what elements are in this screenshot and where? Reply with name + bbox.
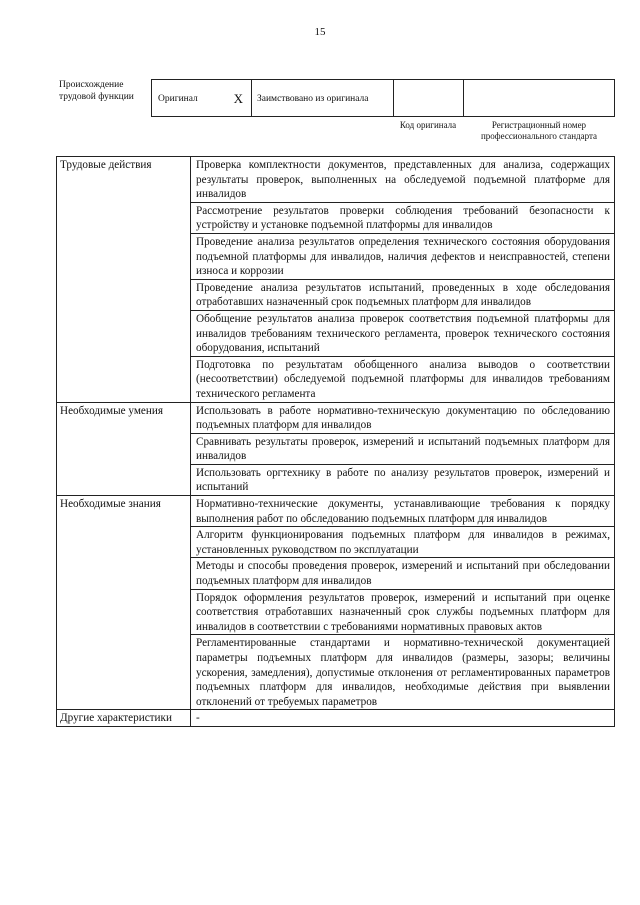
section-item: Проведение анализа результатов испытаний, проведенных в ходе обследования отработавших назначенный срок подъемных платформ для инвалидов: [191, 279, 615, 310]
section-item: Обобщение результатов анализа проверок соответствия подъемной платформы для инвалидов требованиям технического регламента, проверок технического состояния оборудования, испытаний: [191, 310, 615, 356]
section-item: Рассмотрение результатов проверки соблюдения требований безопасности к устройству и установке подъемной платформы для инвалидов: [191, 202, 615, 233]
section-item: Алгоритм функционирования подъемных платформ для инвалидов в режимах, установленных руководством по эксплуатации: [191, 527, 615, 558]
table-row: [57, 157, 615, 203]
characteristics-table: [56, 156, 615, 727]
borrowed-cell: [251, 79, 393, 117]
section-label: Необходимые умения: [57, 402, 191, 496]
code-caption: Код оригинала: [399, 120, 457, 130]
origin-table: [55, 79, 615, 141]
original-cell: [151, 79, 251, 117]
section-label: Необходимые знания: [57, 496, 191, 710]
section-item: -: [191, 710, 615, 727]
origin-label: Происхождение трудовой функции: [59, 80, 134, 102]
section-item: Регламентированные стандартами и нормативно-технической документацией параметры подъемных платформ для инвалидов (размеры, зазоры; величины ускорения, замедления), допустимые отклонения от регламентированных параметров подъемных платформ для инвалидов, необходимые действия при выявлении отклонений от требуемых параметров: [191, 635, 615, 710]
section-item: Сравнивать результаты проверок, измерений и испытаний подъемных платформ для инвалидов: [191, 433, 615, 464]
section-label: Трудовые действия: [57, 157, 191, 403]
section-item: Подготовка по результатам обобщенного анализа выводов о соответствии (несоответствии) обследуемой подъемной платформы для инвалидов требованиям технического регламента: [191, 356, 615, 402]
reg-number-caption: Регистрационный номер профессионального стандарта: [480, 120, 598, 141]
borrowed-label: Заимствовано из оригинала: [257, 94, 369, 104]
table-row: [57, 710, 615, 727]
section-item: Проверка комплектности документов, представленных для анализа, содержащих результаты проверок, выполненных на обследуемой подъемной платформе для инвалидов: [191, 157, 615, 203]
reg-number-cell: [463, 79, 615, 117]
section-item: Нормативно-технические документы, устанавливающие требования к порядку выполнения работ по обследованию подъемных платформ для инвалидов: [191, 496, 615, 527]
section-item: Использовать оргтехнику в работе по анализу результатов проверок, измерений и испытаний: [191, 464, 615, 495]
section-item: Использовать в работе нормативно-техническую документацию по обследованию подъемных платформ для инвалидов: [191, 402, 615, 433]
section-item: Порядок оформления результатов проверок, измерений и испытаний при оценке соответствия отработавших назначенный срок службы подъемных платформ для инвалидов в соответствии с требованиями нормативных правовых актов: [191, 589, 615, 635]
original-mark: X: [233, 91, 243, 106]
table-row: [57, 496, 615, 527]
table-row: [57, 402, 615, 433]
original-label: Оригинал: [158, 94, 198, 104]
section-label: Другие характеристики: [57, 710, 191, 727]
section-item: Проведение анализа результатов определения технического состояния оборудования подъемной платформы для инвалидов, наличия дефектов и неисправностей, степени износа и коррозии: [191, 233, 615, 279]
section-item: Методы и способы проведения проверок, измерений и испытаний при обследовании подъемных платформ для инвалидов: [191, 558, 615, 589]
code-cell: [393, 79, 463, 117]
page-number: 15: [314, 26, 326, 38]
